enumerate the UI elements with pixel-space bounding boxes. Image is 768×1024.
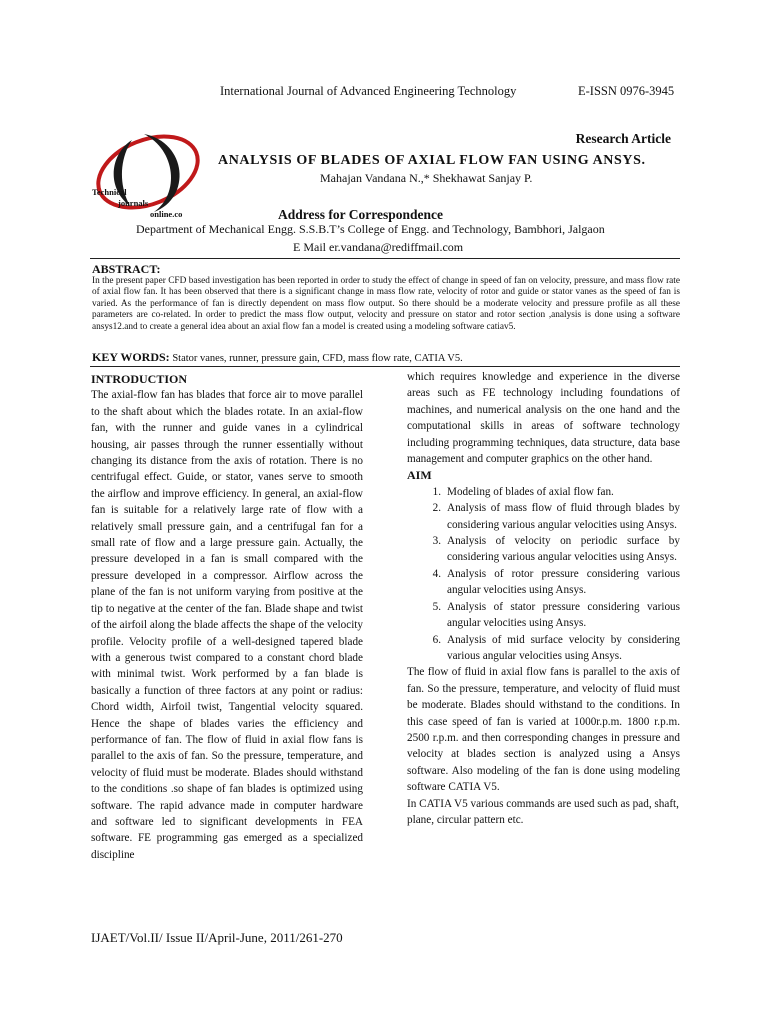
aim-text: Analysis of velocity on periodic surface by considering various angular velocities using Ansys. xyxy=(447,535,680,564)
introduction-heading: INTRODUCTION xyxy=(91,372,188,386)
journal-name: International Journal of Advanced Engineering Technology xyxy=(220,84,517,98)
aim-number: 6. xyxy=(432,633,441,646)
logo-text-journals: journals xyxy=(118,198,149,208)
list-item xyxy=(407,484,680,500)
continuation-text: which requires knowledge and experience in the diverse areas such as FE technology including foundations of machines, and numerical analysis on the one hand and the computational skills in areas of software technology including programming techniques, data structure, data base management and computer graphics on the other hand. xyxy=(407,371,680,466)
footer-citation: IJAET/Vol.II/ Issue II/April-June, 2011/261-270 xyxy=(91,930,343,945)
email: E Mail er.vandana@rediffmail.com xyxy=(293,240,464,254)
aim-text: Analysis of mid surface velocity by considering various angular velocities using Ansys. xyxy=(447,633,680,662)
abstract-heading: ABSTRACT: xyxy=(92,262,161,276)
aim-heading: AIM xyxy=(407,468,432,483)
aim-list xyxy=(407,484,680,664)
aim-number: 3. xyxy=(432,535,441,548)
abstract-body: In the present paper CFD based investigation has been reported in order to study the effect of change in speed of fan on velocity, pressure, and mass flow rate of axial flow fan. It has been observed that there is a significant change in mass flow rate, velocity of rotor and guide or stator vanes as the speed of fan is varied. As the performance of fan is directly dependent on mass flow output. So there should be a moderate velocity and pressure profile as all these parameters are co-related. In order to predict the mass flow output, velocity and pressure on stator and rotor section ,analysis is done using a software ansys12.and to create a general idea about an axial flow fan a model is created using a modeling software catiav5. xyxy=(92,276,680,332)
rule-bottom xyxy=(90,366,680,367)
aim-text: Analysis of mass flow of fluid through blades by considering various angular velocities using Ansys. xyxy=(447,502,680,531)
aim-text: Analysis of rotor pressure considering various angular velocities using Ansys. xyxy=(447,567,680,597)
authors: Mahajan Vandana N.,* Shekhawat Sanjay P. xyxy=(320,171,533,185)
keywords xyxy=(92,350,682,365)
catia-paragraph: In CATIA V5 various commands are used such as pad, shaft, plane, circular pattern etc. xyxy=(407,797,679,826)
logo-text-online: online.co xyxy=(150,209,183,219)
logo-swoosh-icon xyxy=(92,128,210,220)
paper-title: ANALYSIS OF BLADES OF AXIAL FLOW FAN USING ANSYS. xyxy=(218,153,646,168)
aim-number: 1. xyxy=(432,485,441,498)
aim-number: 5. xyxy=(432,600,441,613)
left-column xyxy=(91,371,363,863)
aim-text: Modeling of blades of axial flow fan. xyxy=(447,485,614,498)
aim-number: 4. xyxy=(432,567,441,580)
introduction-body: The axial-flow fan has blades that force air to move parallel to the shaft about which the blades rotate. In an axial-flow fan, with the runner and guide vanes in a cylindrical housing, air passes through the runner essentially without changing its distance from the axis of rotation. There is no centrifugal effect. Guide, or stator, vanes serve to smooth the airflow and improve efficiency. In general, an axial-flow fan is suitable for a relatively large rate of flow with a relatively small pressure gain, and a centrifugal fan for a small rate of flow and a large pressure gain. Actually, the pressure developed in a fan is small compared with the pressure developed in a compressor. Airflow across the plane of the fan is not uniform varying from positive at the tip to negative at the center of the fan. Blade shape and twist of the airfoil along the blade affects the shape of the velocity profile. Velocity profile of a well-designed tapered blade with a generous twist compared to a constant chord blade with minimal twist. Work performed by a fan blade is basically a function of three factors at any point or radius: Chord width, Airfoil twist, Tangential velocity squared. Hence the shape of blades varies the efficiency and performance of fan. The flow of fluid in axial flow fans is parallel to the axis of fan. So the pressure, temperature, and velocity of fluid must be moderate. Blades should withstand to the conditions .so shape of fan blades is optimized using software. The rapid advance made in computer hardware and software led to significant developments in FEA software. FE programming gas emerged as a specialized discipline xyxy=(91,389,363,861)
logo-text-technical: Technical xyxy=(92,187,127,197)
journal-logo xyxy=(92,128,210,220)
flow-paragraph: The flow of fluid in axial flow fans is parallel to the axis of fan. So the pressure, temperature, and velocity of fluid must be moderate. Blades should withstand to the conditions. In this case speed of fan is varied at 1000r.p.m. 1800 r.p.m. 2500 r.p.m. and then corresponding changes in pressure and velocity at blades section is analyzed using a Ansys software. Also modeling of the fan is done using modeling software CATIA V5. xyxy=(407,666,680,794)
list-item xyxy=(407,566,680,599)
keywords-label: KEY WORDS: xyxy=(92,350,170,364)
list-item xyxy=(407,533,680,566)
list-item xyxy=(407,599,680,632)
right-column xyxy=(407,369,680,828)
aim-text: Analysis of stator pressure considering various angular velocities using Ansys. xyxy=(447,600,680,630)
address-heading: Address for Correspondence xyxy=(278,207,443,222)
department: Department of Mechanical Engg. S.S.B.T’s College of Engg. and Technology, Bambhori, Jalgaon xyxy=(136,222,605,236)
rule-top xyxy=(90,258,680,259)
list-item xyxy=(407,632,680,665)
list-item xyxy=(407,500,680,533)
article-type: Research Article xyxy=(575,131,671,146)
aim-number: 2. xyxy=(432,502,441,515)
keywords-text: Stator vanes, runner, pressure gain, CFD, mass flow rate, CATIA V5. xyxy=(169,353,463,364)
issn: E-ISSN 0976-3945 xyxy=(578,84,675,98)
